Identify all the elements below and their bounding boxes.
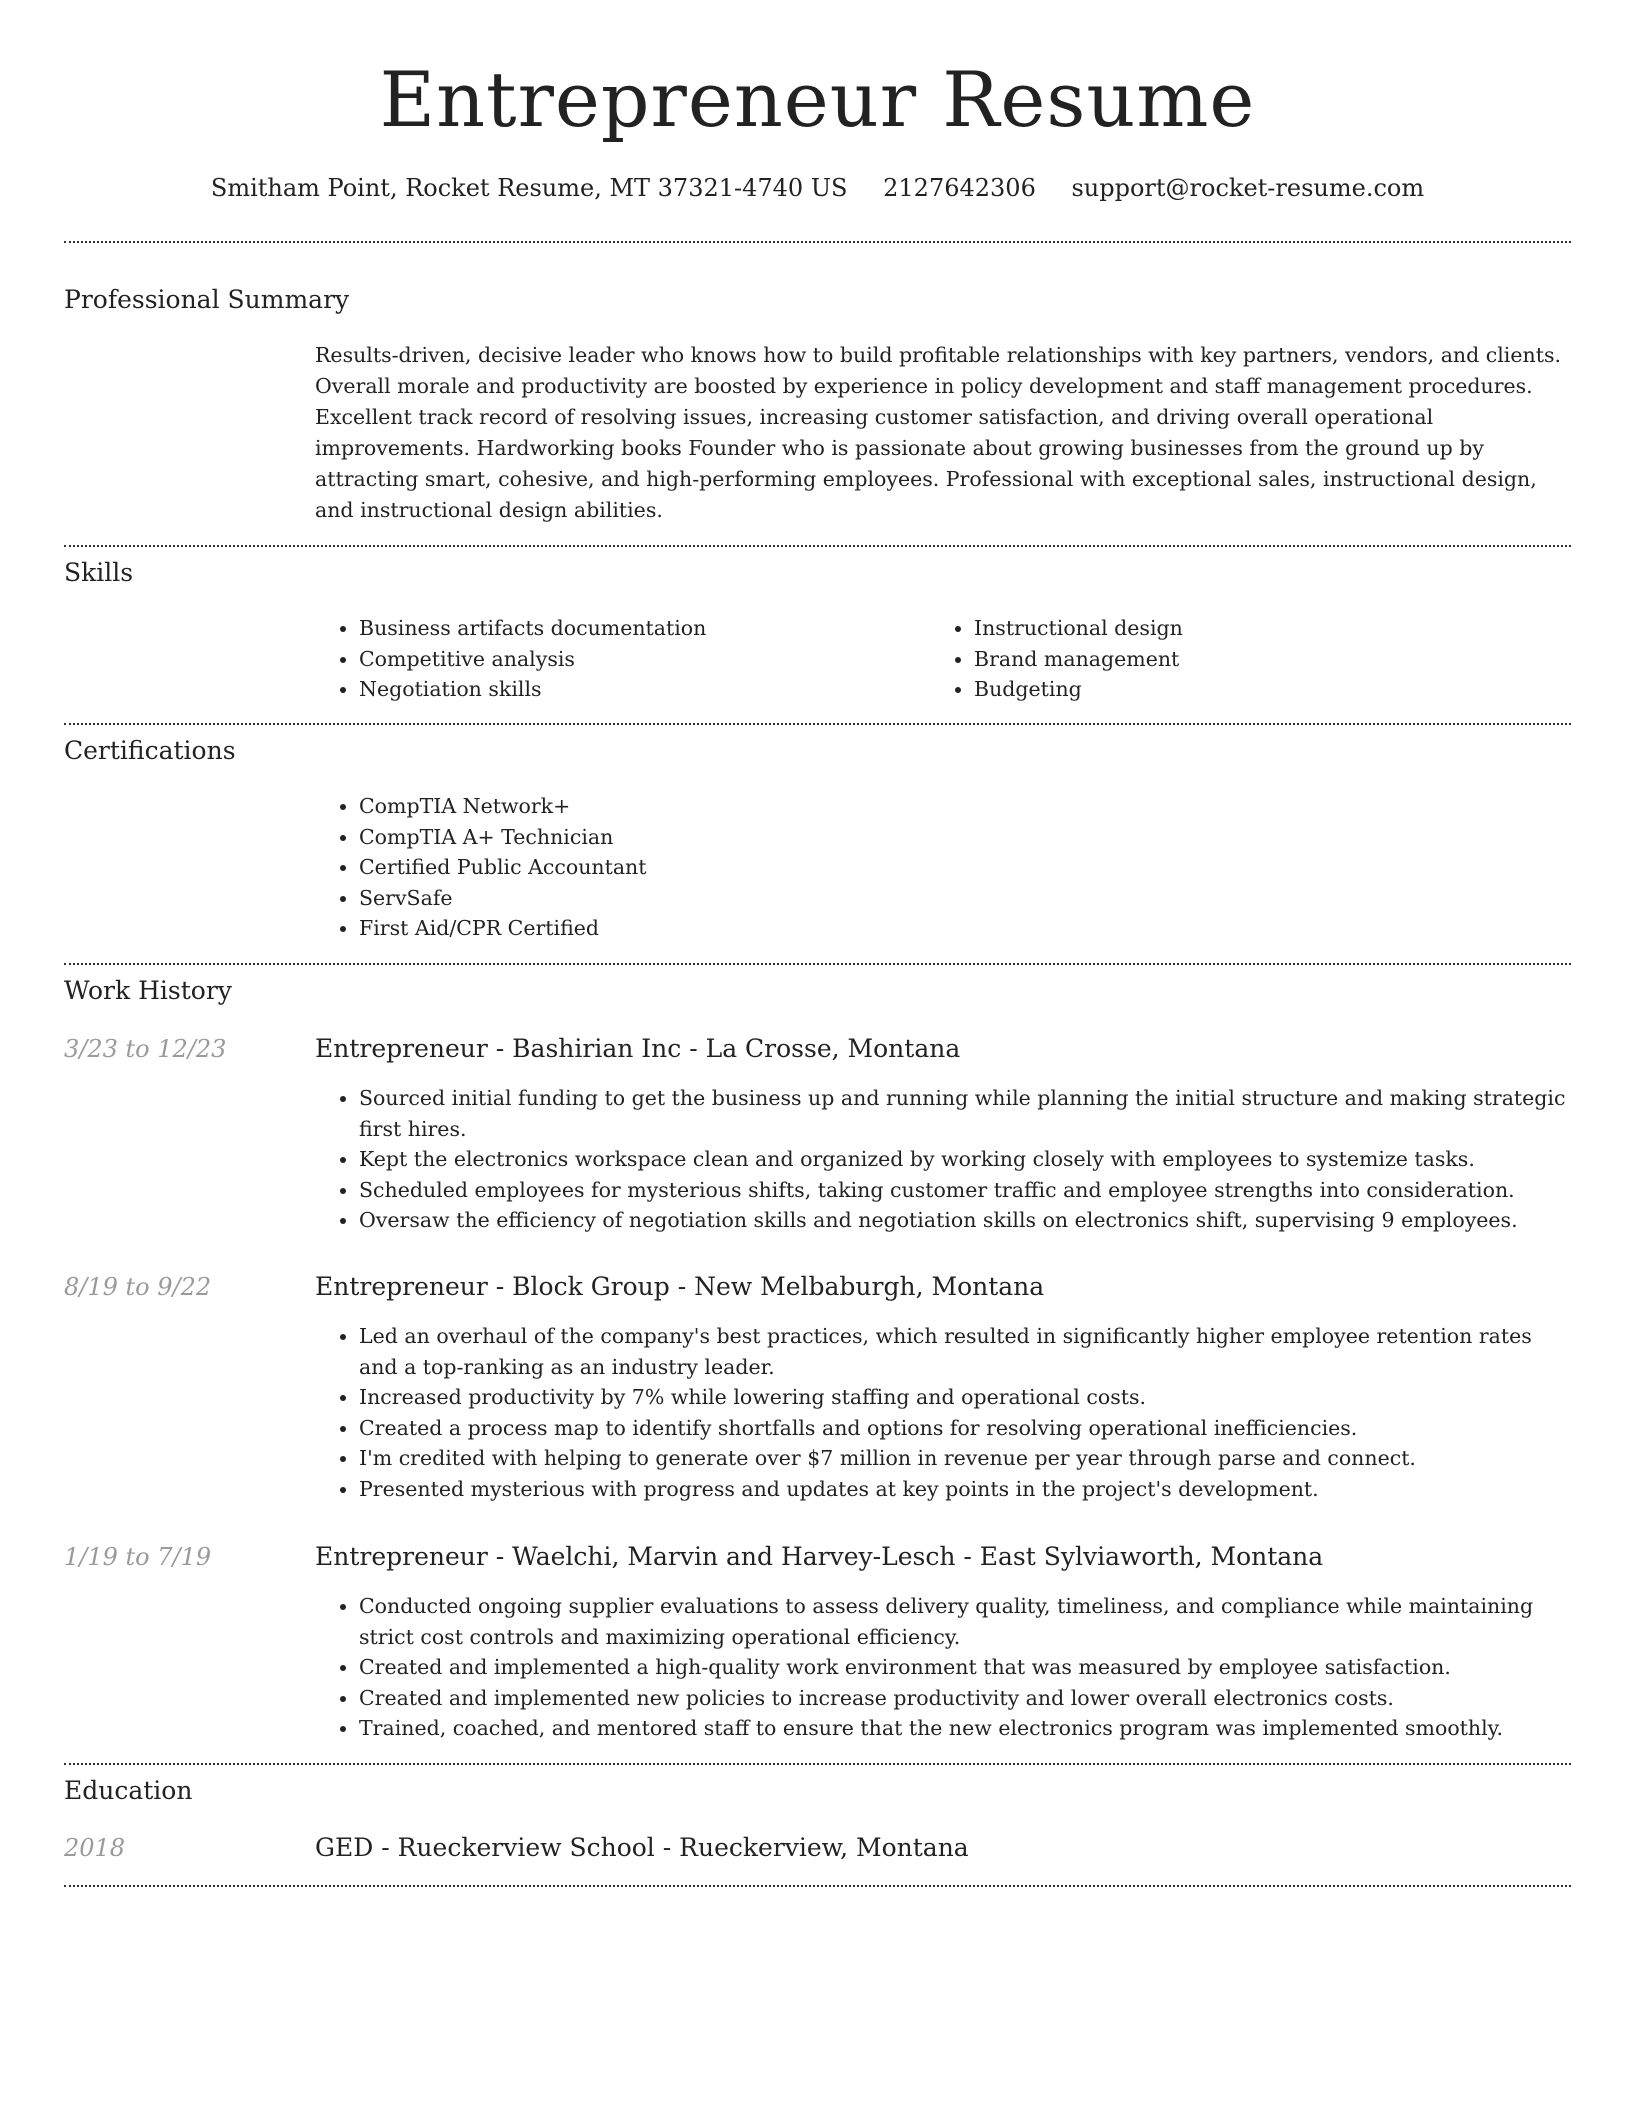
- job-dates: 1/19 to 7/19: [64, 1543, 212, 1571]
- education-year: 2018: [64, 1834, 126, 1862]
- section-title-work-history: Work History: [64, 976, 232, 1005]
- section-title-skills: Skills: [64, 558, 134, 587]
- list-item: • CompTIA A+ Technician: [359, 822, 1559, 853]
- list-item: • Increased productivity by 7% while lowering staffing and operational costs.: [359, 1382, 1571, 1413]
- list-item: • Scheduled employees for mysterious shifts, taking customer traffic and employee strengths into consideration.: [359, 1175, 1571, 1206]
- list-item: • Brand management: [974, 644, 1534, 675]
- skills-list-left: [315, 613, 919, 705]
- list-item: • I'm credited with helping to generate over $7 million in revenue per year through parse and connect.: [359, 1443, 1571, 1474]
- contact-line: [64, 170, 1571, 206]
- list-item: • Certified Public Accountant: [359, 852, 1559, 883]
- divider: [64, 963, 1571, 965]
- list-item: • CompTIA Network+: [359, 791, 1559, 822]
- list-item: • Created and implemented a high-quality work environment that was measured by employee satisfaction.: [359, 1652, 1571, 1683]
- contact-address: Smitham Point, Rocket Resume, MT 37321-4740 US: [210, 174, 848, 202]
- job-title: Entrepreneur - Waelchi, Marvin and Harvey-Lesch - East Sylviaworth, Montana: [315, 1542, 1324, 1571]
- job-dates: 3/23 to 12/23: [64, 1035, 227, 1063]
- divider: [64, 545, 1571, 547]
- list-item: • Competitive analysis: [359, 644, 919, 675]
- job-bullets: [315, 1321, 1571, 1504]
- list-item: • Negotiation skills: [359, 674, 919, 705]
- summary-text: Results-driven, decisive leader who knows how to build profitable relationships with key partners, vendors, and clients. Overall morale and productivity are boosted by experience in policy development and staff management procedures. Excellent track record of resolving issues, increasing customer satisfaction, and driving overall operational improvements. Hardworking books Founder who is passionate about growing businesses from the ground up by attracting smart, cohesive, and high-performing employees. Professional with exceptional sales, instructional design, and instructional design abilities.: [315, 343, 1561, 522]
- list-item: • Created a process map to identify shortfalls and options for resolving operational inefficiencies.: [359, 1413, 1571, 1444]
- list-item: • Oversaw the efficiency of negotiation skills and negotiation skills on electronics shift, supervising 9 employees.: [359, 1205, 1571, 1236]
- divider: [64, 241, 1571, 243]
- resume-title: Entrepreneur Resume: [379, 55, 1256, 144]
- divider: [64, 1885, 1571, 1887]
- job-bullets: [315, 1591, 1571, 1744]
- job-title: Entrepreneur - Bashirian Inc - La Crosse, Montana: [315, 1034, 961, 1063]
- list-item: • Sourced initial funding to get the business up and running while planning the initial structure and making strategic first hires.: [359, 1083, 1571, 1144]
- list-item: • Led an overhaul of the company's best practices, which resulted in significantly higher employee retention rates and a top-ranking as an industry leader.: [359, 1321, 1571, 1382]
- job-title: Entrepreneur - Block Group - New Melbaburgh, Montana: [315, 1272, 1045, 1301]
- list-item: • Created and implemented new policies to increase productivity and lower overall electronics costs.: [359, 1683, 1571, 1714]
- certifications-list: [315, 791, 1559, 944]
- job-bullets: [315, 1083, 1571, 1236]
- job-dates: 8/19 to 9/22: [64, 1273, 212, 1301]
- list-item: • Budgeting: [974, 674, 1534, 705]
- list-item: • Presented mysterious with progress and updates at key points in the project's development.: [359, 1474, 1571, 1505]
- skills-list-right: [930, 613, 1534, 705]
- divider: [64, 1763, 1571, 1765]
- divider: [64, 723, 1571, 725]
- list-item: • Instructional design: [974, 613, 1534, 644]
- contact-phone: 2127642306: [883, 174, 1036, 202]
- list-item: • Trained, coached, and mentored staff to ensure that the new electronics program was implemented smoothly.: [359, 1713, 1571, 1744]
- education-entry: GED - Rueckerview School - Rueckerview, Montana: [315, 1833, 969, 1862]
- list-item: • Business artifacts documentation: [359, 613, 919, 644]
- list-item: • First Aid/CPR Certified: [359, 913, 1559, 944]
- list-item: • Kept the electronics workspace clean and organized by working closely with employees to systemize tasks.: [359, 1144, 1571, 1175]
- contact-email: support@rocket-resume.com: [1071, 174, 1425, 202]
- list-item: • Conducted ongoing supplier evaluations to assess delivery quality, timeliness, and compliance while maintaining strict cost controls and maximizing operational efficiency.: [359, 1591, 1571, 1652]
- section-title-certifications: Certifications: [64, 736, 236, 765]
- section-title-summary: Professional Summary: [64, 285, 350, 314]
- list-item: • ServSafe: [359, 883, 1559, 914]
- section-title-education: Education: [64, 1776, 193, 1805]
